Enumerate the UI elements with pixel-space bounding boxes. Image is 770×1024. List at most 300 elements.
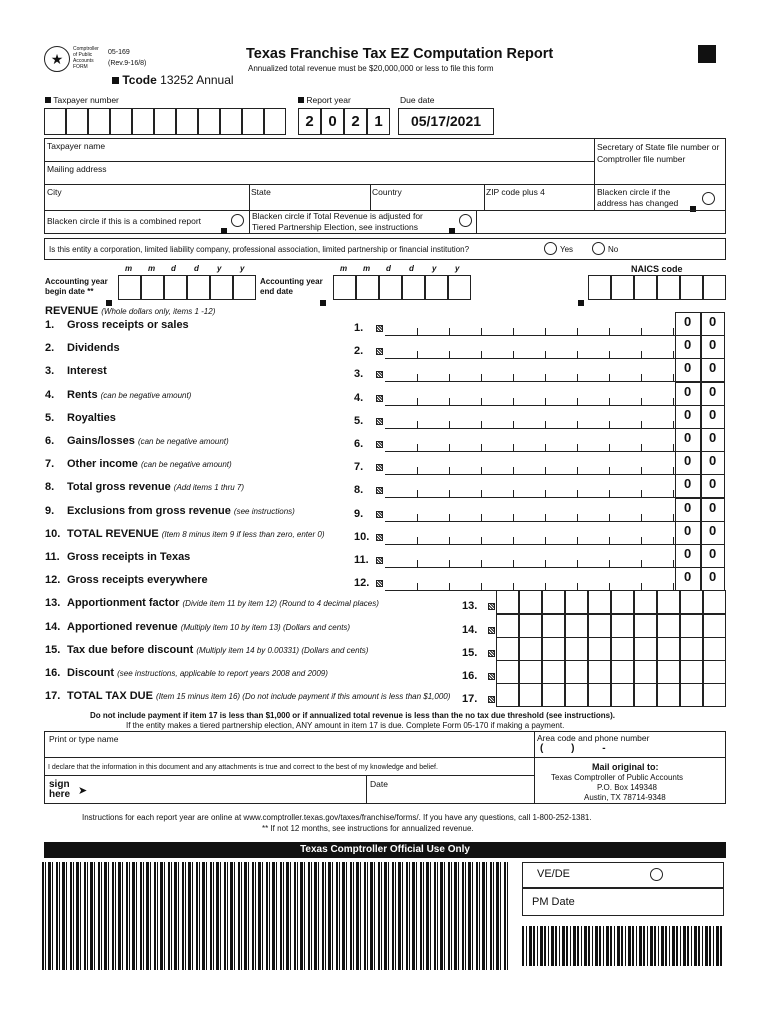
naics-digit[interactable] bbox=[634, 275, 657, 300]
amount-digit-box[interactable] bbox=[542, 614, 565, 638]
item-note: (can be negative amount) bbox=[100, 390, 192, 400]
item-label bbox=[67, 458, 232, 470]
scan-marker-icon bbox=[376, 441, 383, 448]
amount-field[interactable] bbox=[385, 569, 675, 591]
item-number: 9. bbox=[45, 504, 55, 517]
amount-digit-box[interactable] bbox=[519, 614, 542, 638]
digit-separator bbox=[545, 514, 546, 522]
amount-field[interactable] bbox=[385, 453, 675, 475]
digit-separator bbox=[641, 490, 642, 498]
item-note: (can be negative amount) bbox=[137, 437, 229, 446]
cents-zero: 0 bbox=[684, 546, 692, 561]
scan-marker-icon bbox=[488, 627, 495, 634]
amount-digit-box[interactable] bbox=[588, 590, 611, 614]
item-label-text: TOTAL REVENUE bbox=[67, 527, 159, 540]
tiered-partnership-circle[interactable] bbox=[459, 214, 472, 227]
tiered-warning: If the entity makes a tiered partnership election, ANY amount in item 17 is due. Complete Form 05-170 if making a payment. bbox=[126, 721, 565, 730]
digit-separator bbox=[481, 514, 482, 522]
end-date-digit[interactable] bbox=[425, 275, 448, 300]
amount-digit-box[interactable] bbox=[542, 660, 565, 684]
taxpayer-number-digit[interactable] bbox=[176, 108, 198, 135]
city-label[interactable]: City bbox=[47, 187, 62, 197]
digit-separator bbox=[577, 351, 578, 359]
scan-marker-icon bbox=[488, 673, 495, 680]
end-date-digit[interactable] bbox=[333, 275, 356, 300]
amount-digit-box[interactable] bbox=[565, 614, 588, 638]
cents-zero: 0 bbox=[684, 314, 692, 329]
item-ref: 6. bbox=[354, 438, 364, 450]
end-date-digit[interactable] bbox=[448, 275, 471, 300]
amount-digit-box[interactable] bbox=[611, 614, 634, 638]
item-label-text: Gross receipts in Texas bbox=[67, 551, 191, 563]
cents-zero: 0 bbox=[684, 360, 692, 376]
cents-zero: 0 bbox=[684, 453, 692, 469]
corner-marker bbox=[698, 45, 716, 63]
begin-date-digit[interactable] bbox=[118, 275, 141, 300]
item-label bbox=[67, 412, 116, 424]
amount-field[interactable] bbox=[385, 523, 675, 545]
digit-separator bbox=[673, 514, 674, 522]
item-label-text: Total gross revenue bbox=[67, 481, 171, 494]
amount-digit-box[interactable] bbox=[680, 614, 703, 638]
amount-field[interactable] bbox=[385, 500, 675, 522]
item-ref: 10. bbox=[354, 530, 370, 543]
sos-file-label[interactable]: Secretary of State file number or Comptroller file number bbox=[597, 142, 720, 164]
digit-separator bbox=[481, 467, 482, 475]
digit-separator bbox=[481, 398, 482, 406]
item-label bbox=[67, 644, 368, 656]
taxpayer-number-digit[interactable] bbox=[198, 108, 220, 135]
end-date-digit[interactable] bbox=[379, 275, 402, 300]
scan-marker-icon bbox=[376, 395, 383, 402]
item-ref: 3. bbox=[354, 368, 364, 381]
mailing-address-label[interactable]: Mailing address bbox=[47, 164, 107, 174]
mail-line-3: Austin, TX 78714-9348 bbox=[584, 793, 666, 802]
report-year-label: Report year bbox=[298, 95, 351, 105]
amount-digit-box[interactable] bbox=[588, 683, 611, 707]
taxpayer-number-digit[interactable] bbox=[220, 108, 242, 135]
taxpayer-number-digit[interactable] bbox=[132, 108, 154, 135]
digit-separator bbox=[417, 421, 418, 429]
end-date-digit[interactable] bbox=[356, 275, 379, 300]
instructions-line-1: Instructions for each report year are online at www.comptroller.texas.gov/taxes/franchise/forms/. If you have any questions, call 1-800-252-1381. bbox=[82, 813, 592, 822]
item-label-text: Dividends bbox=[67, 342, 120, 355]
item-label-text: Gross receipts everywhere bbox=[67, 574, 208, 587]
digit-separator bbox=[609, 537, 610, 545]
amount-digit-box[interactable] bbox=[634, 590, 657, 614]
digit-separator bbox=[673, 444, 674, 452]
begin-date-letter: y bbox=[217, 264, 222, 273]
item-note: (Item 8 minus item 9 if less than zero, enter 0) bbox=[161, 529, 325, 539]
phone-format[interactable]: ( ) - bbox=[540, 743, 606, 754]
item-ref: 7. bbox=[354, 461, 364, 474]
digit-separator bbox=[609, 398, 610, 406]
item-label-text: Royalties bbox=[67, 411, 116, 424]
digit-separator bbox=[609, 560, 610, 568]
item-number: 17. bbox=[45, 690, 61, 703]
amount-field[interactable] bbox=[385, 430, 675, 452]
item-label bbox=[67, 667, 328, 679]
pm-date-label: PM Date bbox=[532, 896, 575, 908]
report-year-digit[interactable]: 2 bbox=[298, 108, 321, 135]
item-label bbox=[67, 597, 379, 609]
begin-date-digit[interactable] bbox=[141, 275, 164, 300]
end-date-label: Accounting year end date bbox=[260, 277, 323, 296]
item-ref: 8. bbox=[354, 484, 364, 497]
digit-separator bbox=[481, 537, 482, 545]
item-number: 14. bbox=[45, 620, 61, 633]
digit-separator bbox=[545, 374, 546, 382]
entity-question: Is this entity a corporation, limited liability company, professional association, limited partnership or financial institution? bbox=[49, 245, 470, 254]
digit-separator bbox=[449, 560, 450, 568]
begin-date-letter: d bbox=[194, 264, 199, 273]
digit-separator bbox=[417, 560, 418, 568]
cents-zero: 0 bbox=[684, 383, 692, 399]
item-number: 13. bbox=[45, 597, 61, 610]
taxpayer-number-digit[interactable] bbox=[154, 108, 176, 135]
begin-date-digit[interactable] bbox=[164, 275, 187, 300]
taxpayer-number-digit[interactable] bbox=[242, 108, 264, 135]
taxpayer-name-label[interactable]: Taxpayer name bbox=[47, 141, 106, 151]
digit-separator bbox=[545, 444, 546, 452]
combined-report-label: Blacken circle if this is a combined report bbox=[47, 216, 202, 226]
amount-digit-box[interactable] bbox=[611, 590, 634, 614]
digit-separator bbox=[545, 398, 546, 406]
digit-separator bbox=[417, 328, 418, 336]
zip-label[interactable]: ZIP code plus 4 bbox=[486, 187, 545, 197]
scan-marker-icon bbox=[488, 650, 495, 657]
cents-zero: 0 bbox=[709, 546, 717, 561]
digit-separator bbox=[449, 421, 450, 429]
digit-separator bbox=[481, 374, 482, 382]
page-title: Texas Franchise Tax EZ Computation Report bbox=[246, 46, 554, 62]
digit-separator bbox=[481, 444, 482, 452]
amount-digit-box[interactable] bbox=[496, 590, 519, 614]
amount-digit-box[interactable] bbox=[565, 683, 588, 707]
begin-date-digit[interactable] bbox=[187, 275, 210, 300]
digit-separator bbox=[513, 560, 514, 568]
item-note: (Multiply item 14 by 0.00331) (Dollars and cents) bbox=[196, 645, 369, 655]
cents-zero: 0 bbox=[709, 430, 717, 445]
digit-separator bbox=[513, 514, 514, 522]
vede-circle[interactable] bbox=[650, 868, 663, 881]
amount-digit-box[interactable] bbox=[542, 590, 565, 614]
cents-zero: 0 bbox=[684, 499, 692, 515]
item-label-text: TOTAL TAX DUE bbox=[67, 690, 153, 703]
state-label[interactable]: State bbox=[251, 187, 271, 197]
digit-separator bbox=[513, 328, 514, 336]
cents-zero: 0 bbox=[684, 337, 692, 353]
naics-digit[interactable] bbox=[680, 275, 703, 300]
naics-digit[interactable] bbox=[657, 275, 680, 300]
amount-digit-box[interactable] bbox=[519, 683, 542, 707]
amount-digit-box[interactable] bbox=[634, 614, 657, 638]
digit-separator bbox=[673, 351, 674, 359]
scan-marker-icon bbox=[376, 464, 383, 471]
sign-arrow-icon: ➤ bbox=[78, 785, 88, 797]
taxpayer-number-digit[interactable] bbox=[66, 108, 88, 135]
country-label[interactable]: Country bbox=[372, 187, 402, 197]
item-number: 1. bbox=[45, 319, 55, 331]
amount-digit-box[interactable] bbox=[611, 637, 634, 661]
amount-digit-box[interactable] bbox=[703, 614, 726, 638]
entity-no-circle[interactable] bbox=[592, 242, 605, 255]
cents-zero: 0 bbox=[709, 360, 717, 376]
amount-digit-box[interactable] bbox=[519, 660, 542, 684]
scan-marker-icon bbox=[488, 603, 495, 610]
scan-marker-icon bbox=[488, 696, 495, 703]
scan-marker-icon bbox=[376, 580, 383, 587]
amount-digit-box[interactable] bbox=[519, 637, 542, 661]
end-date-letter: y bbox=[455, 264, 460, 273]
digit-separator bbox=[673, 490, 674, 498]
digit-separator bbox=[577, 490, 578, 498]
digit-separator bbox=[545, 328, 546, 336]
digit-separator bbox=[641, 328, 642, 336]
print-name-label[interactable]: Print or type name bbox=[49, 734, 119, 744]
taxpayer-number-digit[interactable] bbox=[44, 108, 66, 135]
digit-separator bbox=[577, 560, 578, 568]
date-label[interactable]: Date bbox=[370, 779, 388, 789]
report-year-digit[interactable]: 2 bbox=[344, 108, 367, 135]
digit-separator bbox=[577, 421, 578, 429]
item-number: 6. bbox=[45, 435, 55, 447]
instructions-line-2: ** If not 12 months, see instructions for annualized revenue. bbox=[262, 824, 474, 833]
entity-no-label: No bbox=[608, 245, 619, 254]
end-date-letter: m bbox=[363, 264, 371, 273]
digit-separator bbox=[513, 421, 514, 429]
amount-digit-box[interactable] bbox=[588, 637, 611, 661]
digit-separator bbox=[417, 490, 418, 498]
item-label bbox=[67, 481, 244, 493]
item-ref: 4. bbox=[354, 391, 364, 404]
item-label-text: Apportionment factor bbox=[67, 597, 180, 610]
report-year-digit[interactable]: 0 bbox=[321, 108, 344, 135]
amount-digit-box[interactable] bbox=[703, 637, 726, 661]
amount-field[interactable] bbox=[385, 314, 675, 336]
item-ref: 17. bbox=[462, 693, 478, 706]
digit-separator bbox=[577, 328, 578, 336]
tiered-partnership-label: Blacken circle if Total Revenue is adjusted for Tiered Partnership Election, see instructions bbox=[252, 211, 423, 232]
digit-separator bbox=[449, 374, 450, 382]
amount-digit-box[interactable] bbox=[588, 614, 611, 638]
digit-separator bbox=[609, 467, 610, 475]
item-label-text: Gross receipts or sales bbox=[67, 319, 189, 331]
amount-digit-box[interactable] bbox=[657, 614, 680, 638]
combined-report-circle[interactable] bbox=[231, 214, 244, 227]
amount-digit-box[interactable] bbox=[703, 660, 726, 684]
digit-separator bbox=[641, 467, 642, 475]
amount-digit-box[interactable] bbox=[542, 637, 565, 661]
item-label-text: Discount bbox=[67, 667, 115, 679]
digit-separator bbox=[417, 351, 418, 359]
digit-separator bbox=[449, 490, 450, 498]
amount-digit-box[interactable] bbox=[703, 590, 726, 614]
scan-marker-icon bbox=[376, 534, 383, 541]
digit-separator bbox=[545, 490, 546, 498]
digit-separator bbox=[417, 583, 418, 591]
item-number: 2. bbox=[45, 342, 55, 355]
item-label bbox=[67, 342, 120, 354]
item-number: 3. bbox=[45, 365, 55, 378]
area-code-label[interactable]: Area code and phone number bbox=[537, 733, 650, 743]
digit-separator bbox=[449, 467, 450, 475]
digit-separator bbox=[609, 421, 610, 429]
item-label bbox=[67, 621, 350, 633]
digit-separator bbox=[609, 514, 610, 522]
digit-separator bbox=[481, 490, 482, 498]
begin-date-letter: m bbox=[125, 264, 133, 273]
amount-field[interactable] bbox=[385, 546, 675, 568]
digit-separator bbox=[481, 560, 482, 568]
digit-separator bbox=[417, 537, 418, 545]
digit-separator bbox=[609, 351, 610, 359]
form-revision: (Rev.9-16/8) bbox=[108, 60, 147, 67]
item-label-text: Exclusions from gross revenue bbox=[67, 504, 231, 517]
amount-field[interactable] bbox=[385, 360, 675, 382]
begin-date-digit[interactable] bbox=[210, 275, 233, 300]
item-label bbox=[67, 365, 107, 377]
amount-field[interactable] bbox=[385, 384, 675, 406]
digit-separator bbox=[609, 328, 610, 336]
digit-separator bbox=[641, 537, 642, 545]
end-date-letter: d bbox=[409, 264, 414, 273]
digit-separator bbox=[641, 560, 642, 568]
due-date-field[interactable] bbox=[398, 108, 494, 135]
digit-separator bbox=[673, 560, 674, 568]
end-date-letter: d bbox=[386, 264, 391, 273]
item-label bbox=[67, 528, 324, 540]
digit-separator bbox=[609, 444, 610, 452]
digit-separator bbox=[545, 560, 546, 568]
amount-field[interactable] bbox=[385, 407, 675, 429]
digit-separator bbox=[417, 444, 418, 452]
taxpayer-number-digit[interactable] bbox=[264, 108, 286, 135]
digit-separator bbox=[641, 374, 642, 382]
item-ref: 16. bbox=[462, 670, 478, 682]
amount-digit-box[interactable] bbox=[680, 660, 703, 684]
amount-digit-box[interactable] bbox=[496, 683, 519, 707]
amount-digit-box[interactable] bbox=[680, 637, 703, 661]
item-number: 5. bbox=[45, 411, 55, 424]
amount-digit-box[interactable] bbox=[680, 683, 703, 707]
digit-separator bbox=[449, 583, 450, 591]
naics-digit[interactable] bbox=[611, 275, 634, 300]
naics-label: NAICS code bbox=[631, 264, 683, 274]
amount-digit-box[interactable] bbox=[657, 683, 680, 707]
naics-digit[interactable] bbox=[703, 275, 726, 300]
amount-digit-box[interactable] bbox=[565, 660, 588, 684]
amount-digit-box[interactable] bbox=[542, 683, 565, 707]
amount-digit-box[interactable] bbox=[565, 637, 588, 661]
form-number: 05-169 bbox=[108, 49, 130, 56]
taxpayer-number-digit[interactable] bbox=[110, 108, 132, 135]
item-ref: 14. bbox=[462, 623, 478, 636]
amount-digit-box[interactable] bbox=[634, 637, 657, 661]
digit-separator bbox=[513, 537, 514, 545]
scan-marker-icon bbox=[376, 325, 383, 332]
address-changed-circle[interactable] bbox=[702, 192, 715, 205]
amount-field[interactable] bbox=[385, 337, 675, 359]
amount-digit-box[interactable] bbox=[657, 660, 680, 684]
naics-digit[interactable] bbox=[588, 275, 611, 300]
seal-text: Comptroller of Public Accounts FORM bbox=[73, 46, 99, 70]
scan-marker-icon bbox=[376, 348, 383, 355]
comptroller-seal-icon: ★ bbox=[44, 46, 70, 72]
amount-digit-box[interactable] bbox=[703, 683, 726, 707]
begin-date-digit[interactable] bbox=[233, 275, 256, 300]
address-changed-label: Blacken circle if the address has changed bbox=[597, 187, 679, 208]
report-year-digit[interactable]: 1 bbox=[367, 108, 390, 135]
item-note: (Add items 1 thru 7) bbox=[173, 483, 245, 493]
digit-separator bbox=[449, 328, 450, 336]
cents-zero: 0 bbox=[709, 337, 717, 353]
sign-here-label: sign here bbox=[49, 779, 71, 800]
item-number: 8. bbox=[45, 481, 55, 494]
amount-digit-box[interactable] bbox=[496, 614, 519, 638]
amount-digit-box[interactable] bbox=[657, 637, 680, 661]
cents-zero: 0 bbox=[684, 569, 692, 585]
cents-zero: 0 bbox=[684, 476, 692, 492]
amount-digit-box[interactable] bbox=[634, 660, 657, 684]
taxpayer-number-digit[interactable] bbox=[88, 108, 110, 135]
item-ref: 13. bbox=[462, 600, 478, 613]
amount-digit-box[interactable] bbox=[496, 637, 519, 661]
cents-zero: 0 bbox=[684, 430, 692, 445]
entity-yes-circle[interactable] bbox=[544, 242, 557, 255]
cents-zero: 0 bbox=[709, 569, 717, 585]
digit-separator bbox=[417, 467, 418, 475]
amount-digit-box[interactable] bbox=[496, 660, 519, 684]
amount-field[interactable] bbox=[385, 476, 675, 498]
digit-separator bbox=[513, 467, 514, 475]
amount-digit-box[interactable] bbox=[588, 660, 611, 684]
taxpayer-number-label: Taxpayer number bbox=[45, 95, 119, 105]
amount-digit-box[interactable] bbox=[611, 683, 634, 707]
cents-zero: 0 bbox=[709, 522, 717, 538]
cents-zero: 0 bbox=[684, 522, 692, 538]
item-label bbox=[67, 690, 450, 702]
digit-separator bbox=[673, 537, 674, 545]
amount-digit-box[interactable] bbox=[565, 590, 588, 614]
item-ref: 1. bbox=[354, 322, 364, 334]
digit-separator bbox=[481, 328, 482, 336]
digit-separator bbox=[449, 444, 450, 452]
amount-digit-box[interactable] bbox=[634, 683, 657, 707]
item-number: 10. bbox=[45, 527, 61, 540]
digit-separator bbox=[641, 351, 642, 359]
amount-digit-box[interactable] bbox=[611, 660, 634, 684]
scan-marker-icon bbox=[376, 371, 383, 378]
item-ref: 5. bbox=[354, 414, 364, 427]
due-date-label: Due date bbox=[400, 95, 435, 105]
digit-separator bbox=[545, 467, 546, 475]
scan-marker-icon bbox=[376, 487, 383, 494]
digit-separator bbox=[513, 374, 514, 382]
end-date-digit[interactable] bbox=[402, 275, 425, 300]
end-date-letter: y bbox=[432, 264, 437, 273]
amount-digit-box[interactable] bbox=[680, 590, 703, 614]
digit-separator bbox=[545, 537, 546, 545]
digit-separator bbox=[513, 398, 514, 406]
amount-digit-box[interactable] bbox=[657, 590, 680, 614]
amount-digit-box[interactable] bbox=[519, 590, 542, 614]
digit-separator bbox=[609, 374, 610, 382]
barcode-right bbox=[522, 926, 724, 966]
digit-separator bbox=[481, 583, 482, 591]
item-note: (Item 15 minus item 16) (Do not include payment if this amount is less than $1,000) bbox=[156, 692, 451, 702]
item-label bbox=[67, 319, 189, 331]
